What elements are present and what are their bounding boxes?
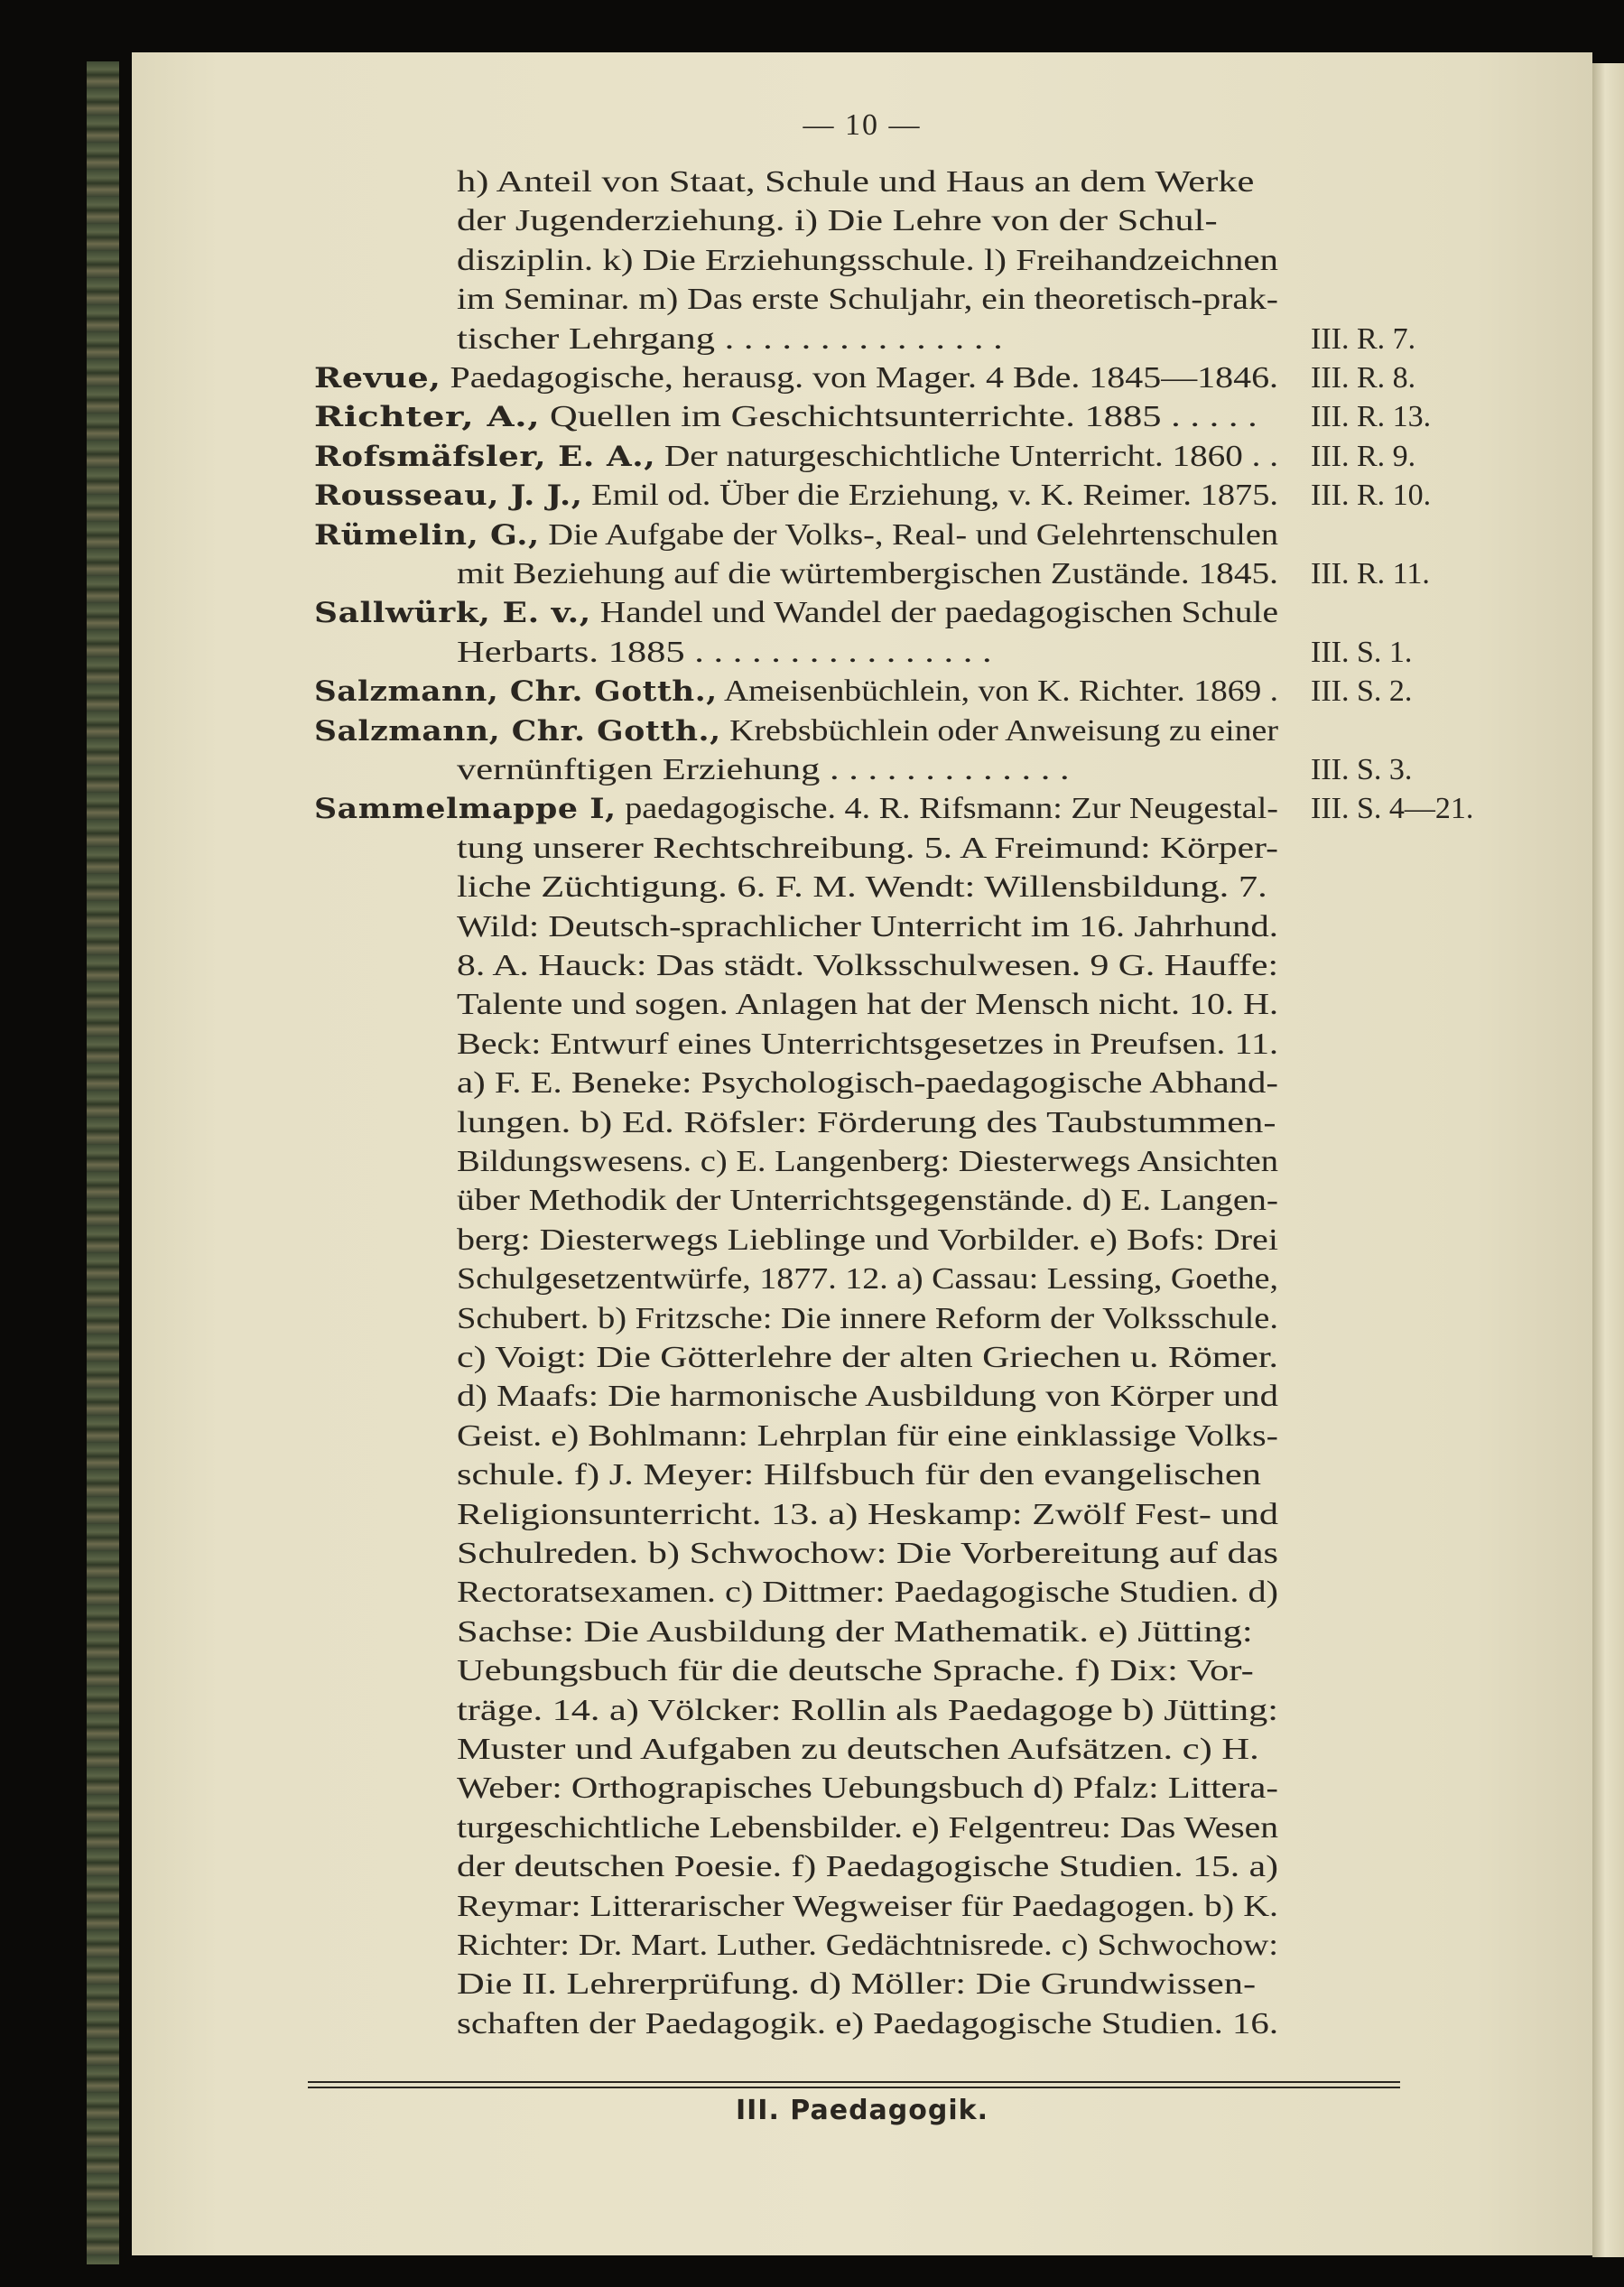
section-footer: III. Paedagogik. (735, 2095, 988, 2126)
entry-text: der Jugenderziehung. i) Die Lehre von der Schul- (457, 204, 1218, 238)
entry-text: mit Beziehung auf die würtembergischen Zustände. 1845. (457, 557, 1278, 590)
line-text (457, 2004, 1278, 2044)
line-text (314, 516, 1278, 555)
shelf-reference: III. R. 7. (1311, 321, 1416, 356)
book-page (132, 52, 1592, 2255)
line-text (314, 593, 1278, 633)
entry-text: Sachse: Die Ausbildung der Mathematik. e) Jütting: (457, 1614, 1253, 1649)
entry-text: Krebsbüchlein oder Anweisung zu einer (729, 713, 1278, 748)
entry-text: Die Aufgabe der Volks-, Real- und Gelehrtenschulen (548, 517, 1279, 552)
author-name: Salzmann, Chr. Gotth., (314, 714, 721, 748)
entry-text: Herbarts. 1885 . . . . . . . . . . . . . . . . (457, 635, 992, 669)
line-text (457, 241, 1278, 281)
entry-text: Handel und Wandel der paedagogischen Schule (599, 596, 1279, 630)
entry-text: Emil od. Über die Erziehung, v. K. Reimer. 1875. (591, 479, 1279, 513)
author-name: Sallwürk, E. v., (314, 597, 591, 630)
shelf-reference: III. S. 2. (1311, 674, 1413, 709)
line-text (457, 1299, 1278, 1339)
entry-text: Uebungsbuch für die deutsche Sprache. f) Dix: Vor- (457, 1654, 1254, 1688)
author-name: Rümelin, G., (314, 518, 540, 552)
shelf-reference: III. R. 8. (1311, 361, 1416, 395)
line-text (457, 1691, 1278, 1731)
line-text (457, 946, 1278, 986)
line-text (457, 1534, 1278, 1574)
line-text (314, 397, 1257, 437)
author-name: Salzmann, Chr. Gotth., (314, 675, 718, 709)
line-text (457, 1455, 1261, 1495)
line-text (457, 1221, 1278, 1260)
entry-text: über Methodik der Unterrichtsgegenstände. d) E. Langen- (457, 1184, 1279, 1218)
line-text (457, 985, 1278, 1025)
line-text (457, 554, 1278, 594)
entry-text: berg: Diesterwegs Lieblinge und Vorbilder. e) Bofs: Drei (457, 1223, 1278, 1257)
page-edge (1592, 63, 1624, 2257)
line-text (314, 358, 1278, 398)
entry-text: 8. A. Hauck: Das städt. Volksschulwesen. 9 G. Hauffe: (457, 949, 1279, 982)
footer-rule-bottom (308, 2087, 1400, 2088)
author-name: Richter, A., (314, 401, 541, 434)
entry-text: Der naturgeschichtliche Unterricht. 1860 . . (664, 439, 1279, 473)
entry-text: tung unserer Rechtschreibung. 5. A Freimund: Körper- (457, 831, 1278, 865)
line-text (457, 1847, 1278, 1887)
line-text (457, 1613, 1253, 1652)
line-text (457, 1377, 1278, 1417)
shelf-reference: III. S. 4—21. (1311, 792, 1474, 826)
shelf-reference: III. S. 1. (1311, 635, 1413, 669)
author-name: Rousseau, J. J., (314, 479, 583, 513)
entry-text: im Seminar. m) Das erste Schuljahr, ein theoretisch-prak- (457, 283, 1278, 317)
entry-text: Quellen im Geschichtsunterrichte. 1885 . . . . . (549, 400, 1257, 434)
line-text (457, 1769, 1278, 1808)
entry-text: Richter: Dr. Mart. Luther. Gedächtnisrede. c) Schwochow: (457, 1929, 1279, 1962)
entry-text: lungen. b) Ed. Röfsler: Förderung des Taubstummen- (457, 1105, 1276, 1139)
line-text (457, 1573, 1278, 1613)
line-text (457, 1417, 1278, 1456)
entry-text: schaften der Paedagogik. e) Paedagogische Studien. 16. (457, 2006, 1279, 2041)
entry-text: liche Züchtigung. 6. F. M. Wendt: Willensbildung. 7. (457, 870, 1267, 905)
line-text (457, 633, 992, 673)
line-text (457, 1965, 1256, 2004)
shelf-reference: III. S. 3. (1311, 753, 1413, 786)
entry-text: Paedagogische, herausg. von Mager. 4 Bde. 1845—1846. (450, 361, 1279, 395)
author-name: Rofsmäfsler, E. A., (314, 440, 656, 473)
entry-text: Religionsunterricht. 13. a) Heskamp: Zwölf Fest- und (457, 1497, 1279, 1531)
entry-text: Die II. Lehrerprüfung. d) Möller: Die Grundwissen- (457, 1967, 1257, 2002)
entry-text: schule. f) J. Meyer: Hilfsbuch für den evangelischen (457, 1458, 1262, 1492)
line-text (314, 711, 1278, 751)
line-text (457, 1887, 1278, 1927)
shelf-reference: III. R. 11. (1311, 557, 1430, 590)
entry-text: disziplin. k) Die Erziehungsschule. l) Freihandzeichnen (457, 243, 1279, 277)
line-text (457, 163, 1254, 202)
line-text (314, 476, 1278, 516)
shelf-reference: III. R. 10. (1311, 479, 1432, 513)
author-name: Sammelmappe I, (314, 793, 617, 826)
entry-text: Schulreden. b) Schwochow: Die Vorbereitung auf das (457, 1537, 1279, 1570)
entry-text: vernünftigen Erziehung . . . . . . . . . . . . . (457, 753, 1070, 786)
line-text (457, 750, 1070, 790)
line-text (457, 1064, 1278, 1103)
line-text (457, 1730, 1259, 1770)
line-text (457, 1338, 1278, 1378)
entry-text: Wild: Deutsch-sprachlicher Unterricht im 16. Jahrhund. (457, 909, 1278, 944)
line-text (457, 1495, 1278, 1535)
shelf-reference: III. R. 9. (1311, 439, 1416, 473)
line-text (457, 1025, 1278, 1064)
entry-text: Schubert. b) Fritzsche: Die innere Reform der Volksschule. (457, 1301, 1279, 1335)
shelf-reference: III. R. 13. (1311, 400, 1432, 434)
entry-text: a) F. E. Beneke: Psychologisch-paedagogische Abhand- (457, 1066, 1278, 1101)
line-text (457, 1142, 1278, 1182)
line-text (457, 1260, 1278, 1299)
entry-text: Rectoratsexamen. c) Dittmer: Paedagogische Studien. d) (457, 1576, 1278, 1610)
page-number: — 10 — (803, 108, 922, 142)
entry-text: h) Anteil von Staat, Schule und Haus an dem Werke (457, 165, 1255, 199)
line-text (314, 789, 1278, 829)
entry-text: Talente und sogen. Anlagen hat der Mensch nicht. 10. H. (457, 988, 1279, 1022)
entry-text: träge. 14. a) Völcker: Rollin als Paedagoge b) Jütting: (457, 1693, 1279, 1727)
line-text (314, 437, 1278, 477)
book-spine (87, 61, 119, 2264)
entry-text: Weber: Orthograpisches Uebungsbuch d) Pfalz: Littera- (457, 1771, 1278, 1806)
entry-text: der deutschen Poesie. f) Paedagogische Studien. 15. a) (457, 1850, 1278, 1884)
line-text (457, 1651, 1254, 1691)
author-name: Revue, (314, 362, 441, 395)
line-text (457, 1808, 1278, 1848)
entry-text: c) Voigt: Die Götterlehre der alten Griechen u. Römer. (457, 1341, 1279, 1374)
entry-text: Muster und Aufgaben zu deutschen Aufsätzen. c) H. (457, 1733, 1259, 1766)
line-text (457, 280, 1278, 320)
line-text (457, 320, 1003, 359)
line-text (457, 829, 1278, 869)
entry-text: turgeschichtliche Lebensbilder. e) Felgentreu: Das Wesen (457, 1810, 1279, 1845)
entry-text: Reymar: Litterarischer Wegweiser für Paedagogen. b) K. (457, 1889, 1279, 1923)
entry-text: Geist. e) Bohlmann: Lehrplan für eine einklassige Volks- (457, 1418, 1278, 1453)
entry-text: Schulgesetzentwürfe, 1877. 12. a) Cassau: Lessing, Goethe, (457, 1262, 1279, 1297)
entry-text: d) Maafs: Die harmonische Ausbildung von Körper und (457, 1380, 1278, 1414)
line-text (457, 201, 1218, 241)
line-text (457, 907, 1278, 947)
line-text (457, 1181, 1278, 1221)
line-text (457, 868, 1267, 907)
line-text (457, 1926, 1278, 1966)
entry-text: tischer Lehrgang . . . . . . . . . . . . . . . (457, 321, 1003, 356)
line-text (457, 1103, 1276, 1143)
entry-text: Beck: Entwurf eines Unterrichtsgesetzes in Preufsen. 11. (457, 1027, 1278, 1061)
footer-rule-top (308, 2081, 1400, 2083)
entry-text: Ameisenbüchlein, von K. Richter. 1869 . (724, 674, 1279, 709)
line-text (314, 672, 1278, 711)
entry-text: Bildungswesens. c) E. Langenberg: Diesterwegs Ansichten (457, 1145, 1279, 1178)
entry-text: paedagogische. 4. R. Rifsmann: Zur Neugestal- (625, 792, 1278, 826)
